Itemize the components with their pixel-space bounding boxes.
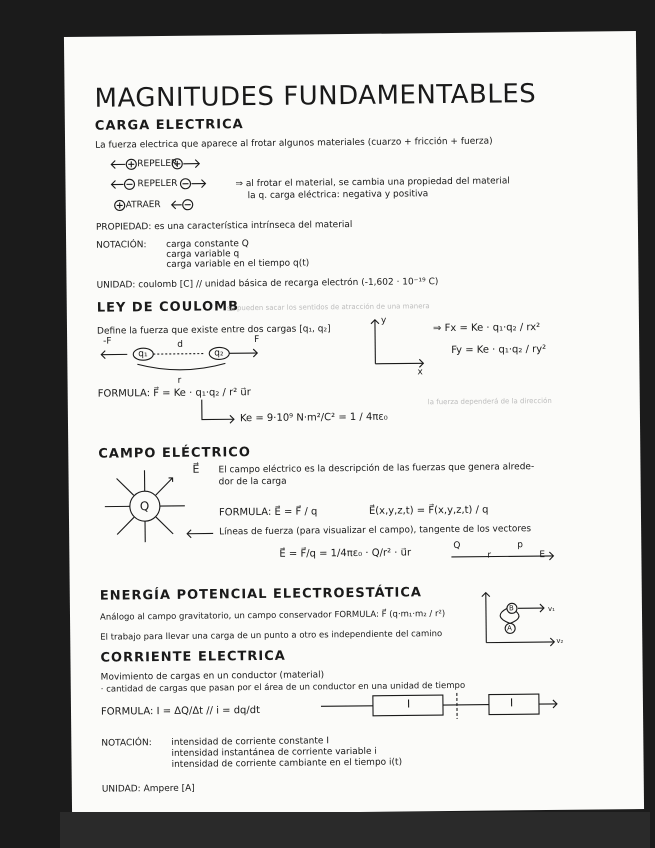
- energia-line-1: Análogo al campo gravitatorio, un campo conservador FORMULA: F⃗ (q·m₁·m₂ / r²): [99, 609, 446, 623]
- charge-q2: q₂: [214, 348, 224, 359]
- force-positive-label: F: [254, 334, 260, 346]
- fy-equation: Fy = Ke · q₁·q₂ / ry²: [451, 343, 547, 356]
- path-independence-diagram: [480, 588, 564, 647]
- notacion-item: carga variable q: [166, 249, 240, 260]
- energia-line-2: El trabajo para llevar una carga de un punto a otro es independiente del camino: [100, 629, 443, 643]
- current-box-2: I: [509, 696, 514, 710]
- section-heading-carga: CARGA ELECTRICA: [94, 117, 244, 134]
- propiedad-line: PROPIEDAD: es una característica intrínseca del material: [95, 220, 353, 233]
- coulomb-charges-diagram: [97, 334, 277, 379]
- campo-formula-3: E⃗ = F⃗/q = 1/4πε₀ · Q/r² · u⃗r: [279, 547, 412, 560]
- mini-q: Q: [453, 540, 461, 551]
- conductor-diagram: [321, 690, 561, 723]
- ke-equation: Ke = 9·10⁹ N·m²/C² = 1 / 4πε₀: [239, 411, 388, 425]
- coulomb-define: Define la fuerza que existe entre dos cargas [q₁, q₂]: [96, 324, 331, 337]
- section-heading-coulomb: LEY DE COULOMB: [96, 299, 240, 316]
- campo-formula: FORMULA: E⃗ = F⃗ / q: [218, 506, 318, 519]
- campo-desc-1: El campo eléctrico es la descripción de las fuerzas que genera alrede-: [218, 462, 535, 476]
- notes-page: [64, 31, 644, 815]
- field-e-label: E⃗: [192, 462, 200, 476]
- corriente-notacion-item: intensidad instantánea de corriente variable i: [171, 746, 377, 759]
- carga-note-1: ⇒ al frotar el material, se cambia una propiedad del material: [235, 176, 510, 190]
- carga-note-2: la q. carga eléctrica: negativa y positiva: [247, 189, 429, 202]
- coulomb-faint-note: se pueden sacar los sentidos de atracción de una manera: [226, 302, 430, 313]
- section-heading-corriente: CORRIENTE ELECTRICA: [100, 648, 286, 666]
- v1-label: v₁: [547, 604, 555, 613]
- ke-arrow: [200, 399, 240, 425]
- axis-x-label: x: [417, 367, 423, 378]
- corriente-unidad: UNIDAD: Ampere [A]: [101, 783, 195, 795]
- repeler-label-2: REPELER: [137, 178, 178, 190]
- point-b: B: [508, 604, 514, 613]
- mini-r: r: [487, 550, 492, 561]
- charge-q1: q₁: [138, 349, 148, 360]
- point-a: A: [507, 624, 512, 633]
- campo-desc-2: dor de la carga: [218, 476, 287, 488]
- notacion-item: carga constante Q: [166, 239, 249, 250]
- atraer-label: ATRAER: [125, 200, 161, 211]
- coulomb-formula: FORMULA: F⃗ = Ke · q₁·q₂ / r² u⃗r: [97, 387, 251, 400]
- corriente-notacion-label: NOTACIÓN:: [101, 738, 152, 749]
- unidad-line: UNIDAD: coulomb [C] // unidad básica de recarga electrón (-1,602 · 10⁻¹⁹ C): [96, 277, 439, 291]
- force-negative-label: -F: [103, 336, 112, 347]
- notacion-item: carga variable en el tiempo q(t): [166, 258, 310, 270]
- distance-r: r: [177, 375, 182, 386]
- repeler-label-1: REPELER: [137, 158, 178, 170]
- background-surface: [60, 812, 650, 848]
- current-box-1: I: [406, 697, 411, 711]
- field-charge-q: Q: [139, 499, 150, 514]
- section-heading-energia: ENERGÍA POTENCIAL ELECTROESTÁTICA: [99, 585, 423, 604]
- fx-equation: ⇒ Fx = Ke · q₁·q₂ / rx²: [432, 322, 541, 335]
- distance-d: d: [177, 339, 183, 350]
- coulomb-faint-note-2: la fuerza dependerá de la dirección: [427, 396, 552, 407]
- section-heading-campo: CAMPO ELÉCTRICO: [98, 445, 251, 462]
- v2-label: v₂: [556, 636, 564, 645]
- axis-y-label: y: [380, 315, 387, 326]
- xy-axes: [367, 317, 428, 370]
- lineas-de-fuerza: Líneas de fuerza (para visualizar el campo), tangente de los vectores: [219, 524, 532, 538]
- page-title: MAGNITUDES FUNDAMENTABLES: [94, 79, 537, 114]
- mini-p: p: [517, 540, 524, 551]
- lineas-arrow: [185, 527, 215, 539]
- corriente-line-2: · cantidad de cargas que pasan por el área de un conductor en una unidad de tiempo: [100, 680, 466, 695]
- corriente-line-1: Movimiento de cargas en un conductor (material): [100, 670, 325, 683]
- campo-formula-2: E⃗(x,y,z,t) = F⃗(x,y,z,t) / q: [368, 504, 489, 517]
- corriente-formula: FORMULA: I = ΔQ/Δt // i = dq/dt: [100, 705, 261, 718]
- carga-intro: La fuerza electrica que aparece al frotar algunos materiales (cuarzo + fricción + fuerza): [95, 136, 493, 151]
- corriente-notacion-item: intensidad de corriente cambiante en el tiempo i(t): [171, 757, 403, 770]
- notacion-label: NOTACIÓN:: [96, 240, 147, 251]
- mini-e: E: [539, 550, 546, 561]
- corriente-notacion-item: intensidad de corriente constante I: [171, 736, 330, 748]
